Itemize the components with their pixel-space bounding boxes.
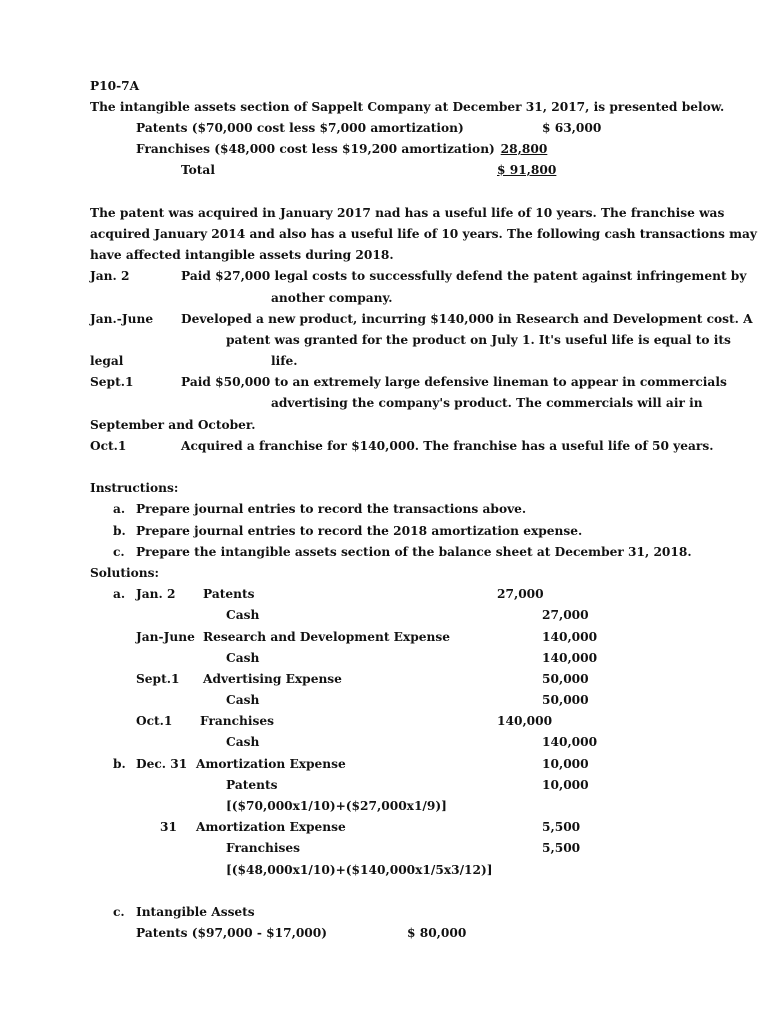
- instruction-marker-c: c.: [113, 545, 125, 559]
- part-c-patents-label: Patents ($97,000 - $17,000): [136, 926, 328, 940]
- instruction-a: Prepare journal entries to record the transactions above.: [136, 502, 527, 516]
- part-c-patents-value: $ 80,000: [407, 926, 467, 940]
- txn-janjune-line-3a: legal: [90, 354, 124, 368]
- paragraph-line-1: The patent was acquired in January 2017 nad has a useful life of 10 years. The franchise was: [90, 206, 725, 220]
- entry-account: Cash: [226, 608, 260, 622]
- entry-formula: [($48,000x1/10)+($140,000x1/5x3/12)]: [226, 863, 493, 877]
- entry-credit: 27,000: [542, 608, 589, 622]
- entry-formula: [($70,000x1/10)+($27,000x1/9)]: [226, 799, 447, 813]
- instruction-marker-a: a.: [113, 502, 126, 516]
- entry-date: Sept.1: [136, 672, 180, 686]
- entry-account: Research and Development Expense: [203, 630, 450, 644]
- txn-sept1-line-3: September and October.: [90, 418, 256, 432]
- entry-credit: 5,500: [542, 841, 581, 855]
- txn-sept1-line-2: advertising the company's product. The commercials will air in: [271, 396, 703, 410]
- entry-date: Dec. 31: [136, 757, 188, 771]
- entry-credit: 140,000: [542, 735, 598, 749]
- entry-account: Advertising Expense: [203, 672, 342, 686]
- solution-part-c-marker: c.: [113, 905, 125, 919]
- txn-oct1-date: Oct.1: [90, 439, 127, 453]
- txn-jan2-line-1: Paid $27,000 legal costs to successfully defend the patent against infringement by: [181, 269, 747, 283]
- entry-credit: 50,000: [542, 672, 589, 686]
- instructions-heading: Instructions:: [90, 481, 179, 495]
- franchises-label: Franchises ($48,000 cost less $19,200 amortization): [136, 142, 495, 156]
- txn-jan2-date: Jan. 2: [90, 269, 130, 283]
- entry-account: Cash: [226, 735, 260, 749]
- entry-account: Amortization Expense: [196, 820, 346, 834]
- entry-date: 31: [160, 820, 177, 834]
- problem-intro: The intangible assets section of Sappelt Company at December 31, 2017, is presented below.: [90, 100, 725, 114]
- total-value: $ 91,800: [497, 163, 557, 177]
- paragraph-line-3: have affected intangible assets during 2018.: [90, 248, 394, 262]
- entry-date: Jan-June: [136, 630, 195, 644]
- patents-value: $ 63,000: [542, 121, 602, 135]
- entry-account: Patents: [203, 587, 255, 601]
- txn-janjune-line-2: patent was granted for the product on July 1. It's useful life is equal to its: [226, 333, 731, 347]
- entry-credit: 5,500: [542, 820, 581, 834]
- entry-date: Jan. 2: [136, 587, 176, 601]
- instruction-b: Prepare journal entries to record the 2018 amortization expense.: [136, 524, 583, 538]
- entry-date: Oct.1: [136, 714, 173, 728]
- patents-label: Patents ($70,000 cost less $7,000 amortization): [136, 121, 464, 135]
- total-label: Total: [181, 163, 215, 177]
- entry-credit: 140,000: [542, 630, 598, 644]
- entry-credit: 10,000: [542, 757, 589, 771]
- franchises-value: 28,800: [500, 142, 548, 156]
- txn-sept1-line-1: Paid $50,000 to an extremely large defensive lineman to appear in commercials: [181, 375, 727, 389]
- entry-account: Cash: [226, 651, 260, 665]
- instruction-c: Prepare the intangible assets section of the balance sheet at December 31, 2018.: [136, 545, 692, 559]
- entry-debit: 27,000: [497, 587, 544, 601]
- txn-janjune-line-1: Developed a new product, incurring $140,000 in Research and Development cost. A: [181, 312, 753, 326]
- entry-credit: 10,000: [542, 778, 589, 792]
- entry-account: Franchises: [226, 841, 301, 855]
- txn-janjune-date: Jan.-June: [90, 312, 154, 326]
- paragraph-line-2: acquired January 2014 and also has a useful life of 10 years. The following cash transactions may: [90, 227, 757, 241]
- txn-sept1-date: Sept.1: [90, 375, 134, 389]
- entry-account: Patents: [226, 778, 278, 792]
- entry-credit: 140,000: [542, 651, 598, 665]
- entry-account: Franchises: [200, 714, 275, 728]
- intangible-assets-heading: Intangible Assets: [136, 905, 255, 919]
- solutions-heading: Solutions:: [90, 566, 160, 580]
- entry-credit: 50,000: [542, 693, 589, 707]
- problem-id: P10-7A: [90, 79, 140, 93]
- solution-part-a-marker: a.: [113, 587, 126, 601]
- entry-debit: 140,000: [497, 714, 553, 728]
- solution-part-b-marker: b.: [113, 757, 126, 771]
- txn-oct1-line-1: Acquired a franchise for $140,000. The franchise has a useful life of 50 years.: [181, 439, 714, 453]
- entry-account: Cash: [226, 693, 260, 707]
- instruction-marker-b: b.: [113, 524, 126, 538]
- txn-jan2-line-2: another company.: [271, 291, 393, 305]
- entry-account: Amortization Expense: [196, 757, 346, 771]
- txn-janjune-line-3b: life.: [271, 354, 298, 368]
